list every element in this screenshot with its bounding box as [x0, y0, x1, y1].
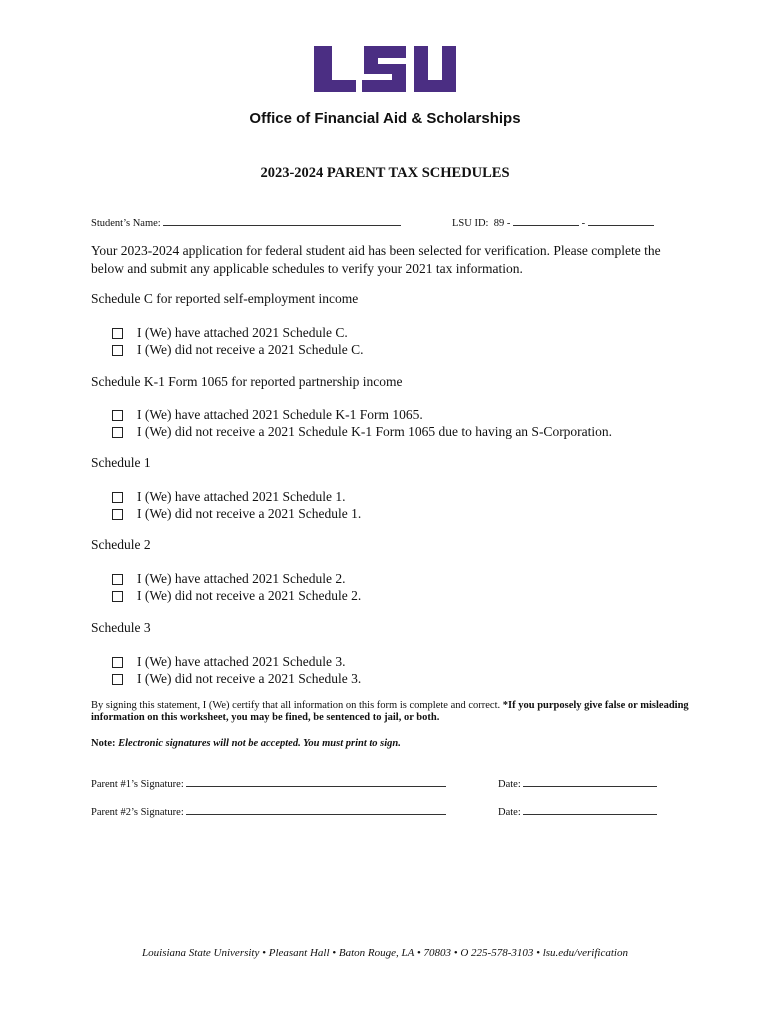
parent2-date-row: [498, 804, 657, 818]
office-title: Office of Financial Aid & Scholarships: [249, 110, 521, 127]
schedule-k1-title: Schedule K-1 Form 1065 for reported partnership income: [91, 374, 403, 389]
checkbox[interactable]: [112, 492, 123, 503]
lsu-id-label: LSU ID:: [452, 218, 489, 229]
note-label: Note:: [91, 738, 116, 749]
lsu-logo: [312, 44, 458, 94]
option-label: I (We) did not receive a 2021 Schedule C.: [137, 342, 364, 357]
schedule-3-not-received-option[interactable]: [112, 671, 361, 687]
note-text: Electronic signatures will not be accepted. You must print to sign.: [118, 738, 401, 749]
certification-text: By signing this statement, I (We) certify that all information on this form is complete and correct.: [91, 700, 503, 711]
schedule-k1-not-received-option[interactable]: [112, 424, 612, 440]
option-label: I (We) have attached 2021 Schedule 2.: [137, 571, 346, 586]
schedule-c-title: Schedule C for reported self-employment income: [91, 291, 359, 306]
schedule-k1-attached-option[interactable]: [112, 407, 423, 423]
option-label: I (We) have attached 2021 Schedule K-1 Form 1065.: [137, 407, 423, 422]
date-label: Date:: [498, 807, 521, 818]
form-title: 2023-2024 PARENT TAX SCHEDULES: [260, 165, 510, 181]
date-label: Date:: [498, 779, 521, 790]
parent2-signature-row: [91, 804, 446, 818]
lsu-id-field-1[interactable]: [513, 215, 579, 226]
parent2-date-field[interactable]: [523, 804, 657, 815]
option-label: I (We) did not receive a 2021 Schedule 1.: [137, 506, 362, 521]
parent1-signature-label: Parent #1’s Signature:: [91, 779, 184, 790]
checkbox[interactable]: [112, 591, 123, 602]
parent1-date-field[interactable]: [523, 776, 657, 787]
parent1-date-row: [498, 776, 657, 790]
option-label: I (We) did not receive a 2021 Schedule 2.: [137, 588, 362, 603]
student-name-label: Student’s Name:: [91, 218, 161, 229]
schedule-3-title: Schedule 3: [91, 620, 151, 635]
schedule-2-title: Schedule 2: [91, 537, 151, 552]
parent2-signature-label: Parent #2’s Signature:: [91, 807, 184, 818]
schedule-2-attached-option[interactable]: [112, 571, 345, 587]
option-label: I (We) have attached 2021 Schedule 1.: [137, 489, 346, 504]
checkbox[interactable]: [112, 509, 123, 520]
schedule-c-attached-option[interactable]: [112, 325, 348, 341]
checkbox[interactable]: [112, 574, 123, 585]
schedule-c-not-received-option[interactable]: [112, 342, 363, 358]
lsu-id-prefix: 89 -: [493, 218, 511, 229]
checkbox[interactable]: [112, 674, 123, 685]
certification-statement: [91, 700, 691, 724]
student-name-field[interactable]: [163, 215, 401, 226]
schedule-1-title: Schedule 1: [91, 455, 151, 470]
certification-warning: *If you purposely give false or misleading information on this worksheet, you may be fined, be sentenced to jail, or both.: [91, 700, 689, 723]
schedule-3-attached-option[interactable]: [112, 654, 345, 670]
checkbox[interactable]: [112, 328, 123, 339]
footer-address: Louisiana State University • Pleasant Hall • Baton Rouge, LA • 70803 • O 225-578-3103 • lsu.edu/verification: [142, 947, 628, 959]
checkbox[interactable]: [112, 410, 123, 421]
parent2-signature-field[interactable]: [186, 804, 446, 815]
checkbox[interactable]: [112, 657, 123, 668]
lsu-id-separator: -: [581, 218, 586, 229]
option-label: I (We) did not receive a 2021 Schedule 3.: [137, 671, 362, 686]
schedule-1-not-received-option[interactable]: [112, 506, 361, 522]
option-label: I (We) have attached 2021 Schedule 3.: [137, 654, 346, 669]
schedule-1-attached-option[interactable]: [112, 489, 345, 505]
lsu-id-row: [452, 215, 654, 229]
lsu-id-field-2[interactable]: [588, 215, 654, 226]
checkbox[interactable]: [112, 427, 123, 438]
checkbox[interactable]: [112, 345, 123, 356]
option-label: I (We) have attached 2021 Schedule C.: [137, 325, 348, 340]
parent1-signature-row: [91, 776, 446, 790]
schedule-2-not-received-option[interactable]: [112, 588, 361, 604]
parent1-signature-field[interactable]: [186, 776, 446, 787]
note: [91, 738, 401, 749]
student-name-row: [91, 215, 401, 229]
option-label: I (We) did not receive a 2021 Schedule K-1 Form 1065 due to having an S-Corporation.: [137, 424, 613, 439]
intro-text: Your 2023-2024 application for federal student aid has been selected for verification. Please complete the below and submit any applicable schedules to verify your 2021 tax information.: [91, 243, 661, 276]
